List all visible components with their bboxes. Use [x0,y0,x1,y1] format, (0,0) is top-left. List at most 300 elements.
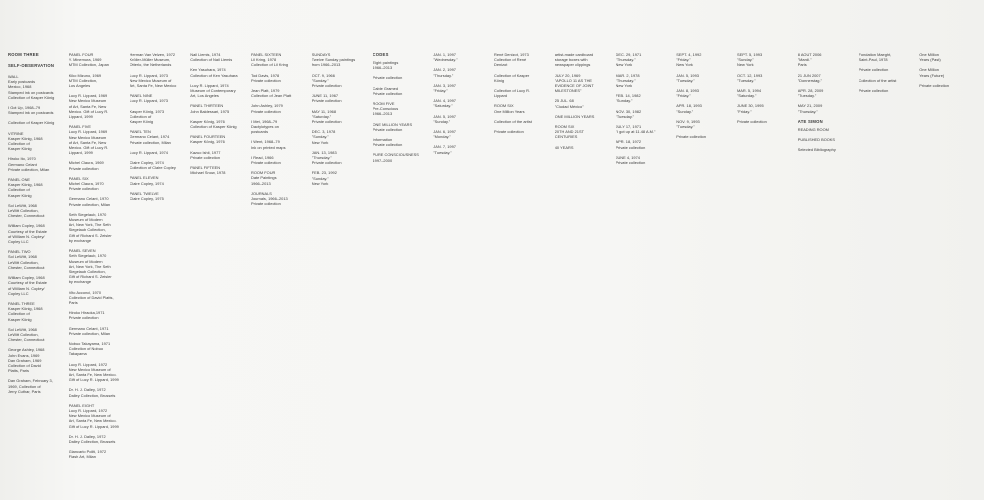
entry-line: Collection of [8,141,30,147]
entry-line: Private collection [251,108,281,114]
entry-line: Kasper König, 1976 [190,139,225,145]
entry-line: Selected Bibliography [797,147,836,153]
checklist-entry [8,52,63,58]
entry-line: storage boxes with [554,57,588,63]
entry-line: 20TH AND 21ST [554,129,584,135]
entry-line: Fondation Maeght, [858,52,892,57]
entry-line: Germano Celant, 1971 [68,325,109,331]
checklist-entry [8,223,63,244]
entry-line: APR. 18, 1993 [676,103,702,109]
entry-line: Tod Davis, 1978 [251,72,280,78]
entry-line: "Tuesday." [676,77,695,83]
entry-line: Kasper König [8,146,32,152]
checklist-entry [69,73,124,89]
entry-line: Seth Siegelaub, 1970 [68,211,107,217]
entry-line: Michael Snow, 1978 [190,170,226,176]
entry-line: Private collection [190,154,221,160]
entry-line: Mexico. Gift of Lucy R. [68,108,109,114]
entry-line: Copley LLC [8,239,29,245]
entry-line: Private collection [372,90,403,96]
entry-line: SUNDAYS [311,52,331,57]
entry-line: Private collection [68,315,99,321]
entry-line: Jean Platt, 1979 [251,88,280,94]
entry-line: JAN. 3, 1997 [433,82,456,88]
entry-line: Copley LLC [8,290,29,296]
checklist-entry [8,74,63,100]
entry-line: Lippard, 1999 [68,150,93,156]
checklist-entry [312,73,367,89]
entry-line: Courtesy of the Estate [8,228,47,234]
checklist-entry [433,129,488,139]
entry-line: ROOM FIVE [372,101,395,107]
checklist-entry [69,160,124,170]
entry-line: Private collection, Milan [129,139,171,145]
entry-line: Chester, Connecticut [8,213,45,219]
entry-line: Cable Gramed [372,85,399,91]
entry-line: John Ashley, 1979 [251,103,283,109]
checklist-entry [251,155,306,165]
checklist-entry [676,73,731,83]
entry-line: Dan Graham, 1969 [8,357,42,363]
entry-line: JUNE 30, 1995 [737,103,764,109]
entry-line: PANEL FIVE [68,124,92,130]
entry-line: Kasper König [8,192,32,198]
entry-line: "Tuesday." [615,113,635,119]
checklist-entry [859,78,914,83]
entry-line: Private collection [311,98,342,104]
entry-line: Platts, Paris [8,368,30,374]
entry-line: "Saturday." [433,103,453,109]
entry-line: Private collection [372,75,403,81]
entry-line: Dalley Collection, Brussels [68,392,116,398]
entry-line: PANEL TWELVE [129,190,159,196]
entry-line: Lucy R. Lippard, 1972 [68,407,108,413]
checklist-entry [737,52,792,68]
entry-line: Nobuo Takayama, 1971 [68,340,111,346]
entry-line: Gift of Lucy R. Lippard, 1999 [68,423,119,429]
checklist-entry [433,67,488,77]
entry-line: Art, Santa Fe, New Mexico. [68,418,117,424]
checklist-entry [69,124,124,155]
checklist-entry [69,290,124,306]
entry-line: "Thursday." [433,72,454,78]
checklist-column [919,52,974,490]
checklist-entry [737,103,792,113]
entry-line: Collection of Nail Liemis [190,57,233,63]
entry-line: of Art, Santa Fe, New [68,103,107,109]
entry-line: Art, Santa Fe, New Mexico [129,83,177,89]
entry-line: Dactylotypes on [251,124,279,130]
entry-line: Twelve Sunday paintings [311,57,356,63]
checklist-entry [737,73,792,83]
checklist-entry [69,196,124,206]
entry-line: Private collection [372,126,403,132]
entry-line: PANEL NINE [129,93,153,99]
section-heading: SELF-OBSERVATION [8,63,55,68]
entry-line: from 1966–2013 [311,62,341,68]
entry-line: Art, New York, The Seth [68,222,111,228]
entry-line: 1969, Collection of [8,383,41,389]
entry-line: OCT. 9, 1966 [311,72,335,78]
entry-line: I Went, 1968–79 [251,139,280,145]
entry-line: Journals, 1966–2013 [251,196,288,202]
entry-line: PANEL FOURTEEN [190,134,226,140]
checklist-column [798,52,853,490]
entry-line: Kasper König [129,119,154,125]
checklist-entry [737,88,792,98]
checklist-entry [8,327,63,343]
checklist-entry [798,137,853,142]
entry-line: Dr. H. J. Dalley, 1972 [68,433,106,439]
entry-line: Collection of the artist [858,77,897,83]
entry-line: Collection of [129,113,152,119]
checklist-entry [616,73,671,89]
entry-line: Germano Celant [8,161,37,167]
entry-line: JAN. 5, 1997 [433,113,456,119]
entry-line: "Friday." [737,108,752,114]
checklist-entry [69,403,124,429]
checklist-entry [433,114,488,124]
entry-line: PANEL ELEVEN [129,175,159,181]
entry-line: PANEL THIRTEEN [190,103,224,109]
entry-line: "Saturday." [311,113,332,119]
entry-line: SEPT. 5, 1993 [737,52,763,57]
entry-line: Hiroko Ito, 1970 [8,156,36,162]
entry-line: "Sunday." [615,98,633,104]
entry-line: Lippard, 1999 [68,114,93,120]
entry-line: "APOLLO 11 AS THE [554,77,593,83]
entry-line: "Thursday." [615,77,636,83]
checklist-entry [190,165,245,175]
entry-line: Lucy R. Lippard, 1972 [68,361,108,367]
checklist-entry [494,88,549,98]
entry-line: "Sunday." [311,175,329,181]
entry-line: Siegelaub Collection, [68,268,106,274]
checklist-entry [251,88,306,98]
entry-line: Vito Acconci, 1970 [68,289,102,295]
entry-line: Kazuo Ishii, 1977 [190,149,221,155]
entry-line: Sol LeWitt, 1968 [8,202,37,208]
checklist-column [494,52,549,490]
entry-line: "Thursday." [311,155,332,161]
entry-line: Museum of Modern [68,258,103,264]
checklist-entry [190,52,245,62]
entry-line: MILESTONES" [554,88,582,94]
entry-line: JAN. 13, 1983 [311,149,337,155]
entry-line: Takayama [68,351,87,357]
checklist-entry [251,191,306,207]
entry-line: READING ROOM [797,126,829,132]
entry-line: One Million Years [494,108,525,114]
checklist-entry [8,203,63,219]
checklist-entry [69,387,124,397]
checklist-entry [8,177,63,198]
checklist-entry [190,134,245,144]
checklist-entry [312,52,367,68]
checklist-entry [130,191,185,201]
entry-line: Michel Claura, 1969 [68,160,104,166]
entry-line: 8 AOUT 2006 [797,52,822,57]
checklist-entry [494,73,549,83]
entry-line: Kröller-Müller Museum, [129,57,171,63]
checklist-column [433,52,488,490]
entry-line: Date Paintings [251,175,277,181]
checklist-entry [69,52,124,68]
checklist-entry [130,109,185,125]
entry-line: Private collection [68,186,99,192]
checklist-entry [373,75,428,80]
entry-line: Private collection, Milan [68,330,111,336]
entry-line: Art, New York, The Seth [68,263,111,269]
entry-line: John Evans, 1969 [8,352,40,358]
entry-line: William Copley, 1968 [8,223,45,229]
checklist-entry [69,93,124,119]
entry-line: Dalley Collection, Brussels [68,438,116,444]
checklist-entry [859,67,914,72]
checklist-entry [69,310,124,320]
entry-line: OCT. 12, 1993 [737,72,763,78]
entry-line: Stamped ink on postcards [8,89,54,95]
checklist-entry [919,67,974,77]
entry-line: Claire Copley, 1974 [129,160,164,166]
entry-line: JULY 20, 1969 [554,72,581,78]
entry-line: Chester, Connecticut [8,337,45,343]
checklist-entry [69,362,124,383]
checklist-entry [8,347,63,373]
checklist-entry [8,378,63,394]
entry-line: FEB. 23, 1992 [311,170,337,176]
entry-line: Los Angeles [68,83,91,89]
entry-line: Collection of [8,311,30,317]
entry-line: PANEL SIX [68,175,89,181]
entry-line: CENTURIES [554,134,578,140]
checklist-entry [433,144,488,154]
entry-line: PUBLISHED BOOKS [797,137,836,143]
entry-line: Seth Siegelaub, 1970 [68,253,107,259]
entry-line: Kasper König, 1976 [190,118,225,124]
entry-line: JAN. 5, 1993 [676,72,699,78]
checklist-entry [312,150,367,166]
section-heading: ATE SIMON [797,118,823,124]
entry-line: Lucy R. Lippard, 1974 [190,82,229,88]
entry-line: "Mardi." [797,57,812,63]
checklist-entry [798,119,853,132]
checklist-column [251,52,306,490]
entry-line: WALL [8,74,19,79]
checklist-entry [69,212,124,243]
entry-line: 1966–2013 [372,111,393,117]
entry-line: "Friday." [433,88,448,94]
checklist-column [676,52,731,490]
entry-line: Kiko Mizuno, 1969 [68,72,102,78]
entry-line: New York [615,83,633,89]
entry-line: Private collection [311,83,342,89]
entry-line: Eight paintings [372,60,399,65]
entry-line: of William N. Copley/ [8,285,45,291]
entry-line: LeWitt Collection, [8,208,39,214]
checklist-entry [8,105,63,115]
entry-line: JULY 17, 1971 [615,124,642,130]
entry-line: One Million [919,67,939,73]
entry-line: Private collection [372,142,403,148]
entry-line: MTM Collection, [68,77,98,83]
entry-line: Gift of Lucy R. Lippard, 1999 [68,377,119,383]
entry-line: Pre-Conscious [372,106,399,112]
entry-line: Collection of Kasper König [8,94,55,100]
entry-line: "I got up at 11.48 A.M." [615,129,656,135]
entry-line: "Thursday." [797,108,818,114]
entry-line: Lucy R. Lippard, 1973 [129,72,168,78]
entry-line: I Read, 1966 [251,154,274,160]
entry-line: Lippard [494,93,508,99]
entry-line: PANEL TWO [8,249,31,255]
entry-line: Kasper König [8,316,32,322]
entry-line: Years (Past) [919,57,941,63]
entry-line: I Met, 1968–79 [251,118,278,124]
entry-line: JAN. 1, 1997 [433,52,456,57]
entry-line: Flash Art, Milan [68,454,96,460]
entry-line: Giancarlo Politi, 1972 [68,449,107,455]
entry-line: LeWitt Collection, [8,259,39,265]
entry-line: "Tuesday." [797,93,817,99]
checklist-entry [190,67,245,77]
section-heading: CODES [372,52,389,57]
entry-line: Private collection [919,82,950,88]
checklist-entry [798,147,853,152]
checklist-entry [616,124,671,134]
entry-line: newspaper clippings [554,62,591,68]
checklist-entry [616,109,671,119]
entry-line: New York [311,139,329,145]
entry-line: Chester, Connecticut [8,264,45,270]
checklist-entry [312,170,367,186]
entry-line: Lucy R. Lippard, 1973 [129,98,168,104]
checklist-entry [433,83,488,93]
entry-line: "Saturday." [737,93,757,99]
entry-line: Hiroko Hiraoka,1971 [68,310,105,316]
checklist-entry [251,52,306,68]
checklist-entry [130,93,185,103]
checklist-entry [130,175,185,185]
checklist-entry [373,152,428,162]
checklist-entry [859,88,914,93]
entry-line: Private collection [251,160,281,166]
checklist-entry [494,103,549,113]
checklist-entry [251,103,306,113]
entry-line: Private collection [251,77,281,83]
entry-line: Museum of Contemporary [190,88,236,94]
entry-line: Private collection [68,165,99,171]
checklist-entry [737,119,792,124]
entry-line: Germano Celant, 1970 [68,196,109,202]
entry-line: by exchange [68,237,92,243]
entry-line: PANEL EIGHT [68,402,95,408]
entry-line: Collection of Kasper König [190,124,237,130]
entry-line: DEC. 29, 1971 [615,52,642,57]
section-heading: ROOM THREE [8,52,39,57]
entry-line: PANEL THREE [8,300,35,306]
checklist-entry [312,93,367,103]
checklist-entry [190,83,245,99]
checklist-entry [251,73,306,83]
entry-line: PANEL SIXTEEN [251,52,282,57]
checklist-column [373,52,428,490]
entry-line: Collection of David Platts, [68,294,114,300]
entry-line: APR. 28, 2009 [797,88,824,94]
checklist-entry [373,122,428,132]
entry-line: ONE MILLION YEARS [554,113,595,119]
entry-line: Claire Copley, 1974 [129,180,164,186]
checklist-entry [433,98,488,108]
entry-line: MAR. 5, 1994 [737,88,762,94]
entry-line: Art, Los Angeles [190,93,219,99]
entry-line: 25 JUL. 68 [554,98,574,104]
entry-line: NOV. 30, 1982 [615,108,642,114]
entry-line: New Mexico Museum of [129,77,172,83]
entry-line: "Thursday." [615,57,636,63]
checklist-entry [312,129,367,145]
entry-line: Art, Santa Fe, New Mexico. [68,371,117,377]
entry-line: Dan Graham, February 3, [8,378,53,384]
entry-line: Private collection [615,144,646,150]
checklist-entry [373,101,428,117]
entry-line: Stamped ink on postcards [8,110,54,116]
entry-line: JAN. 8, 1993 [676,88,699,94]
entry-line: Collection of Lucy R. [494,88,531,94]
checklist-entry [130,129,185,145]
checklist-entry [616,155,671,165]
checklist-entry [8,63,63,69]
entry-line: "Sunday." [737,57,754,63]
entry-line: Private collection [311,119,342,125]
entry-line: William Copley, 1968 [8,275,45,281]
entry-line: JAN. 4, 1997 [433,98,456,104]
checklist-column [859,52,914,490]
checklist-entry [130,52,185,68]
entry-line: Kasper König, 1968 [8,182,43,188]
checklist-entry [798,103,853,113]
entry-line: Herman Van Velzen, 1972 [129,52,176,57]
checklist-entry [251,119,306,135]
entry-line: PANEL TEN [129,129,151,135]
checklist-entry [190,119,245,129]
entry-line: of Art, Santa Fe, New [68,139,107,145]
entry-line: "Ciudad México" [554,103,584,109]
checklist-entry [555,52,610,68]
entry-line: VITRINE [8,130,24,136]
checklist-column [69,52,124,490]
entry-line: Dr. H. J. Dalley, 1972 [68,387,106,393]
entry-line: Siegelaub Collection, [68,227,106,233]
entry-line: Collection of René [494,57,527,63]
entry-line: Claire Copley, 1975 [129,196,164,202]
entry-line: Sol LeWitt, 1968 [8,326,37,332]
entry-line: EVIDENCE OF JOINT [554,83,594,89]
checklist-entry [69,341,124,357]
entry-line: New Mexico Museum [68,134,107,140]
entry-line: Years (Future) [919,72,945,78]
checklist-entry [8,156,63,172]
checklist-entry [312,109,367,125]
checklist-entry [616,52,671,68]
entry-line: I Got Up, 1968–79 [8,105,41,111]
checklist-entry [8,120,63,125]
checklist-column [130,52,185,490]
checklist-entry [676,134,731,139]
entry-line: Lucy R. Lippard, 1969 [68,129,108,135]
checklist-entry [676,88,731,98]
checklist-entry [555,98,610,108]
